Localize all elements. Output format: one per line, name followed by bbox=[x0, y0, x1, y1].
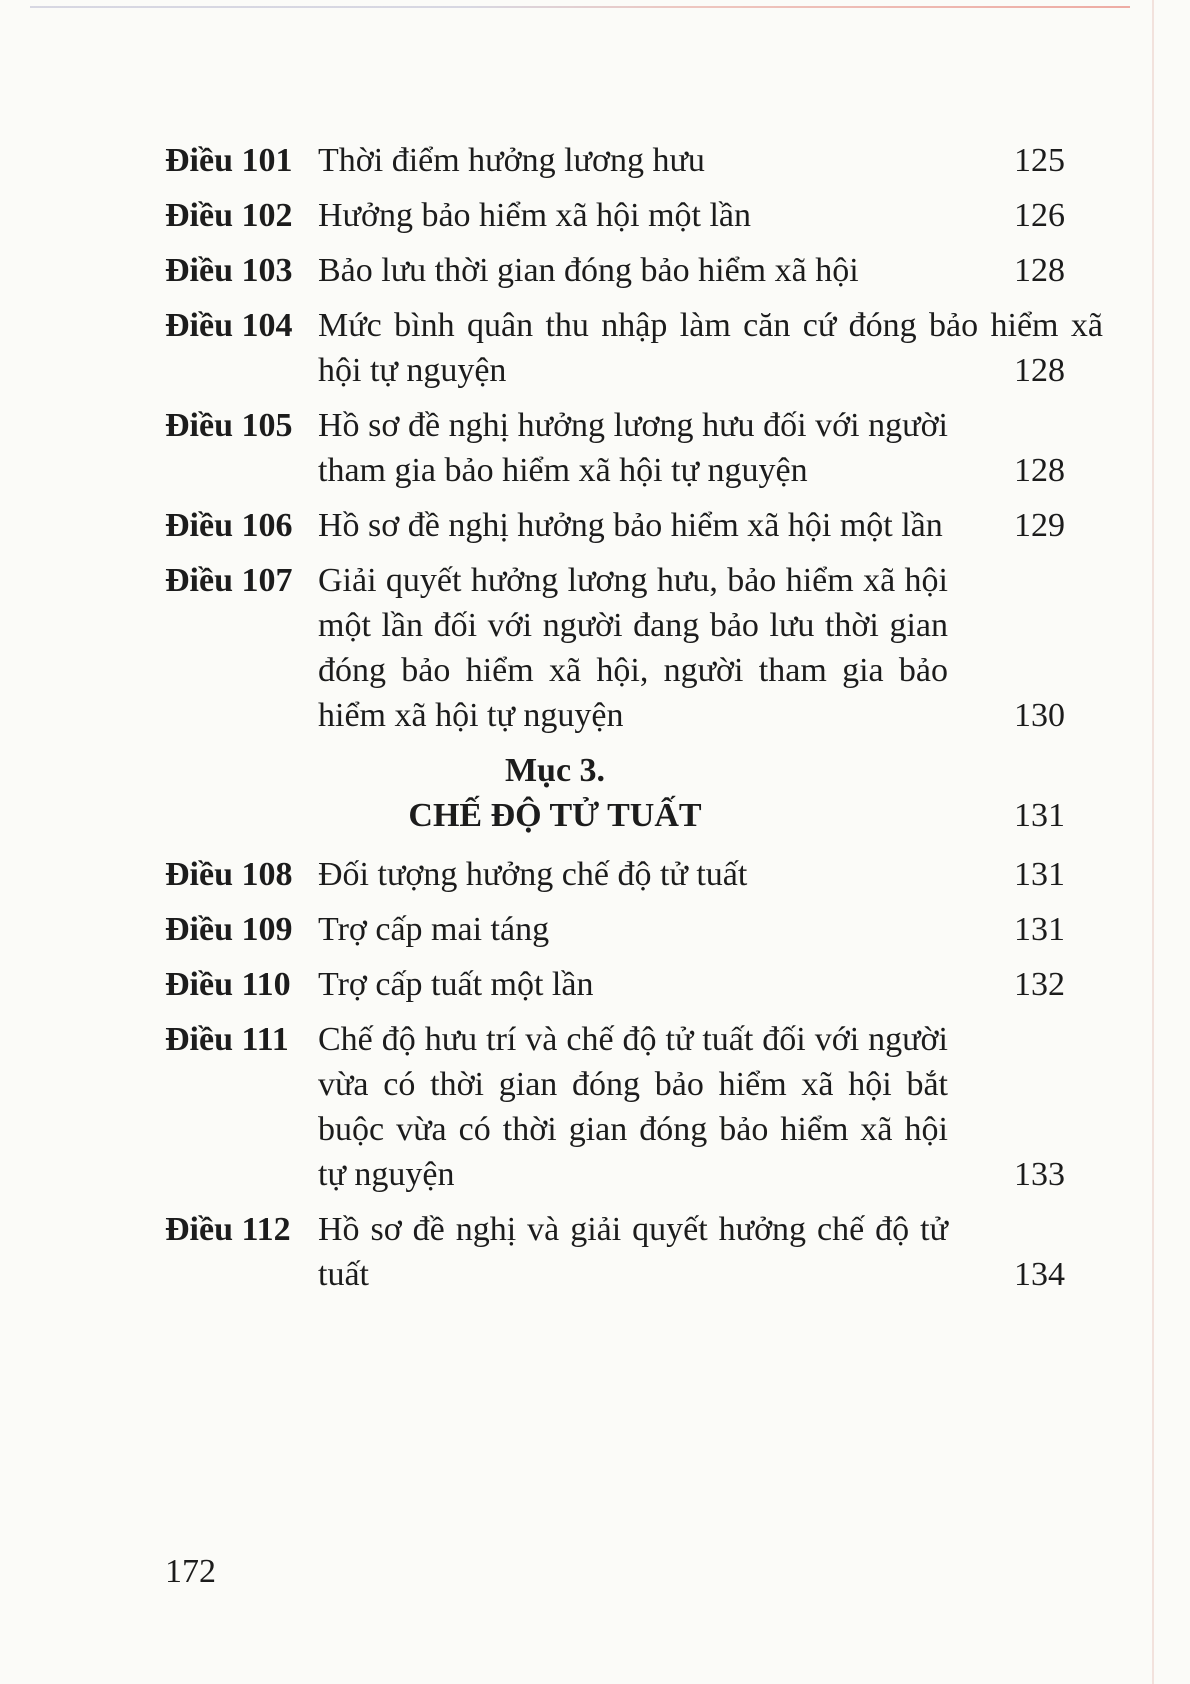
article-title: Đối tượng hưởng chế độ tử tuất bbox=[318, 856, 748, 893]
toc-entry-106 bbox=[165, 503, 1065, 548]
article-number: Điều 110 bbox=[165, 966, 291, 1003]
toc-entry-107 bbox=[165, 558, 1065, 738]
toc-entry-103 bbox=[165, 248, 1065, 293]
page-ref: 125 bbox=[1014, 142, 1065, 179]
article-title: Giải quyết hưởng lương hưu, bảo hiểm xã hội một lần đối với người đang bảo lưu thời gian đóng bảo hiểm xã hội, người tham gia bảo hiểm xã hội tự nguyện bbox=[318, 562, 948, 734]
page-ref: 128 bbox=[1014, 452, 1065, 489]
article-number: Điều 104 bbox=[165, 307, 293, 344]
page-ref: 129 bbox=[1014, 507, 1065, 544]
article-title: Chế độ hưu trí và chế độ tử tuất đối với người vừa có thời gian đóng bảo hiểm xã hội bắt buộc vừa có thời gian đóng bảo hiểm xã hội tự nguyện bbox=[318, 1021, 948, 1193]
toc-entry-110 bbox=[165, 962, 1065, 1007]
toc-entry-109 bbox=[165, 907, 1065, 952]
article-number: Điều 105 bbox=[165, 407, 293, 444]
page-ref: 132 bbox=[1014, 966, 1065, 1003]
article-title: Bảo lưu thời gian đóng bảo hiểm xã hội bbox=[318, 252, 859, 289]
page-ref: 133 bbox=[1014, 1156, 1065, 1193]
article-number: Điều 109 bbox=[165, 911, 293, 948]
article-title: Trợ cấp tuất một lần bbox=[318, 966, 594, 1003]
article-title: Mức bình quân thu nhập làm căn cứ đóng bảo hiểm xã hội tự nguyện bbox=[318, 307, 1103, 389]
toc-entry-104 bbox=[165, 303, 1103, 393]
article-number: Điều 112 bbox=[165, 1211, 291, 1248]
toc-entry-102 bbox=[165, 193, 1065, 238]
article-number: Điều 108 bbox=[165, 856, 293, 893]
page-ref: 131 bbox=[1014, 856, 1065, 893]
toc-entry-108 bbox=[165, 852, 1065, 897]
article-number: Điều 103 bbox=[165, 252, 293, 289]
page-number: 172 bbox=[165, 1553, 216, 1590]
article-number: Điều 106 bbox=[165, 507, 293, 544]
article-title: Hưởng bảo hiểm xã hội một lần bbox=[318, 197, 752, 234]
section-title: CHẾ ĐỘ TỬ TUẤT bbox=[408, 797, 702, 834]
article-title: Hồ sơ đề nghị và giải quyết hưởng chế độ tử tuất bbox=[318, 1211, 948, 1293]
section-title-row bbox=[165, 793, 1065, 838]
article-number: Điều 111 bbox=[165, 1021, 289, 1058]
toc-entry-112 bbox=[165, 1207, 1065, 1297]
page-ref: 130 bbox=[1014, 697, 1065, 734]
scan-edge-right bbox=[1152, 0, 1154, 1684]
article-number: Điều 107 bbox=[165, 562, 293, 599]
toc-entry-105 bbox=[165, 403, 1065, 493]
toc-entry-101 bbox=[165, 138, 1065, 183]
article-title: Hồ sơ đề nghị hưởng lương hưu đối với người tham gia bảo hiểm xã hội tự nguyện bbox=[318, 407, 948, 489]
page-ref: 128 bbox=[1014, 252, 1065, 289]
article-title: Trợ cấp mai táng bbox=[318, 911, 550, 948]
article-number: Điều 101 bbox=[165, 142, 293, 179]
page-ref: 131 bbox=[1014, 911, 1065, 948]
page-ref: 128 bbox=[1014, 352, 1065, 389]
page-ref: 131 bbox=[1014, 797, 1065, 834]
article-number: Điều 102 bbox=[165, 197, 293, 234]
table-of-contents bbox=[165, 138, 1103, 1307]
section-heading: Mục 3. bbox=[504, 752, 606, 789]
page-ref: 134 bbox=[1014, 1256, 1065, 1293]
toc-entry-111 bbox=[165, 1017, 1065, 1197]
article-title: Thời điểm hưởng lương hưu bbox=[318, 142, 705, 179]
page-ref: 126 bbox=[1014, 197, 1065, 234]
scan-edge-top bbox=[30, 6, 1130, 8]
article-title: Hồ sơ đề nghị hưởng bảo hiểm xã hội một lần bbox=[318, 507, 943, 544]
